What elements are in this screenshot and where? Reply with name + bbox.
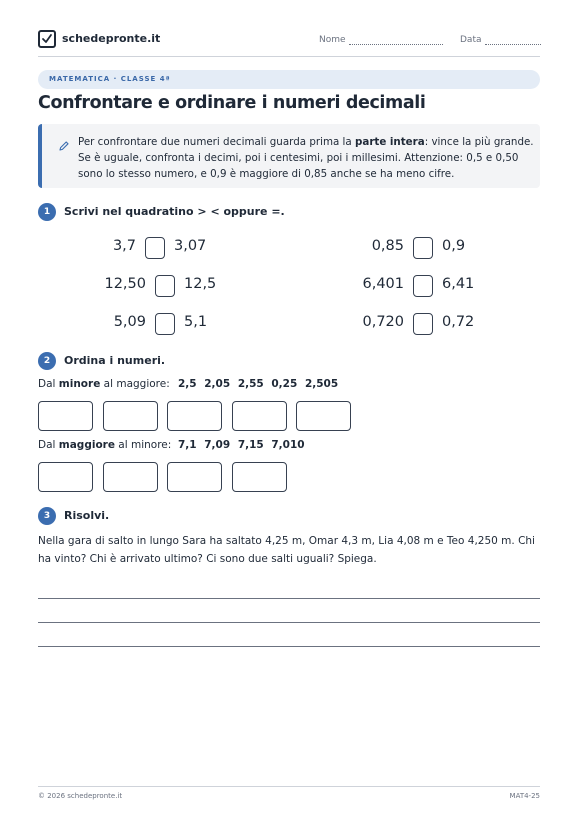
compare-box[interactable] <box>155 275 175 297</box>
answer-box[interactable] <box>167 462 222 492</box>
name-field <box>319 35 443 45</box>
section-3-title: Risolvi. <box>64 509 110 522</box>
date-label: Data <box>460 35 482 45</box>
compare-left: 0,720 <box>362 314 404 330</box>
compare-right: 3,07 <box>174 238 207 254</box>
footer-code: MAT4-25 <box>509 792 540 800</box>
compare-box[interactable] <box>145 237 165 259</box>
answer-box[interactable] <box>296 401 351 431</box>
answer-box[interactable] <box>38 401 93 431</box>
name-blank <box>349 36 443 45</box>
header-divider <box>38 56 540 57</box>
compare-box[interactable] <box>413 313 433 335</box>
answer-line[interactable] <box>38 622 540 623</box>
answer-box[interactable] <box>103 401 158 431</box>
section-2-title: Ordina i numeri. <box>64 354 166 367</box>
compare-right: 12,5 <box>184 276 217 292</box>
answer-box[interactable] <box>232 401 287 431</box>
footer-divider <box>38 786 540 787</box>
compare-left: 5,09 <box>113 314 146 330</box>
logo-icon <box>38 30 56 48</box>
name-label: Nome <box>319 35 346 45</box>
answer-box[interactable] <box>38 462 93 492</box>
answer-box[interactable] <box>103 462 158 492</box>
info-box <box>38 124 540 188</box>
compare-box[interactable] <box>413 275 433 297</box>
page-title: Confrontare e ordinare i numeri decimali <box>38 93 426 113</box>
site-name: schedepronte.it <box>62 32 161 45</box>
answer-box[interactable] <box>232 462 287 492</box>
compare-left: 0,85 <box>371 238 404 254</box>
compare-left: 12,50 <box>104 276 146 292</box>
problem-text: Nella gara di salto in lungo Sara ha saltato 4,25 m, Omar 4,3 m, Lia 4,08 m e Teo 4,250 m. Chi ha vinto? Chi è arrivato ultimo? Ci sono due salti uguali? Spiega. <box>38 535 535 565</box>
date-blank <box>485 36 541 45</box>
compare-right: 6,41 <box>442 276 475 292</box>
subject-badge: MATEMATICA · CLASSE 4ª <box>38 70 540 89</box>
order-numbers-1: 2,5 2,05 2,55 0,25 2,505 <box>178 378 339 390</box>
compare-right: 0,9 <box>442 238 466 254</box>
compare-left: 3,7 <box>112 238 136 254</box>
compare-box[interactable] <box>413 237 433 259</box>
section-1-badge: 1 <box>38 203 56 221</box>
answer-box[interactable] <box>167 401 222 431</box>
compare-box[interactable] <box>155 313 175 335</box>
compare-right: 0,72 <box>442 314 475 330</box>
date-field <box>460 35 541 45</box>
order-instruction-2: Dal maggiore al minore: <box>38 439 172 451</box>
order-instruction-1: Dal minore al maggiore: <box>38 378 170 390</box>
compare-right: 5,1 <box>184 314 208 330</box>
section-2-badge: 2 <box>38 352 56 370</box>
answer-line[interactable] <box>38 646 540 647</box>
order-numbers-2: 7,1 7,09 7,15 7,010 <box>178 439 305 451</box>
pencil-icon <box>58 137 70 156</box>
answer-line[interactable] <box>38 598 540 599</box>
footer-copyright: © 2026 schedepronte.it <box>38 792 123 800</box>
section-1-title: Scrivi nel quadratino > < oppure =. <box>64 205 285 218</box>
compare-left: 6,401 <box>362 276 404 292</box>
info-text: Per confrontare due numeri decimali guarda prima la parte intera: vince la più grande. Se è uguale, confronta i decimi, poi i centesimi, poi i millesimi. Attenzione: 0,5 e 0,50 sono lo stesso numero, e 0,9 è maggiore di 0,85 anche se ha meno cifre. <box>78 136 534 180</box>
section-3-badge: 3 <box>38 507 56 525</box>
